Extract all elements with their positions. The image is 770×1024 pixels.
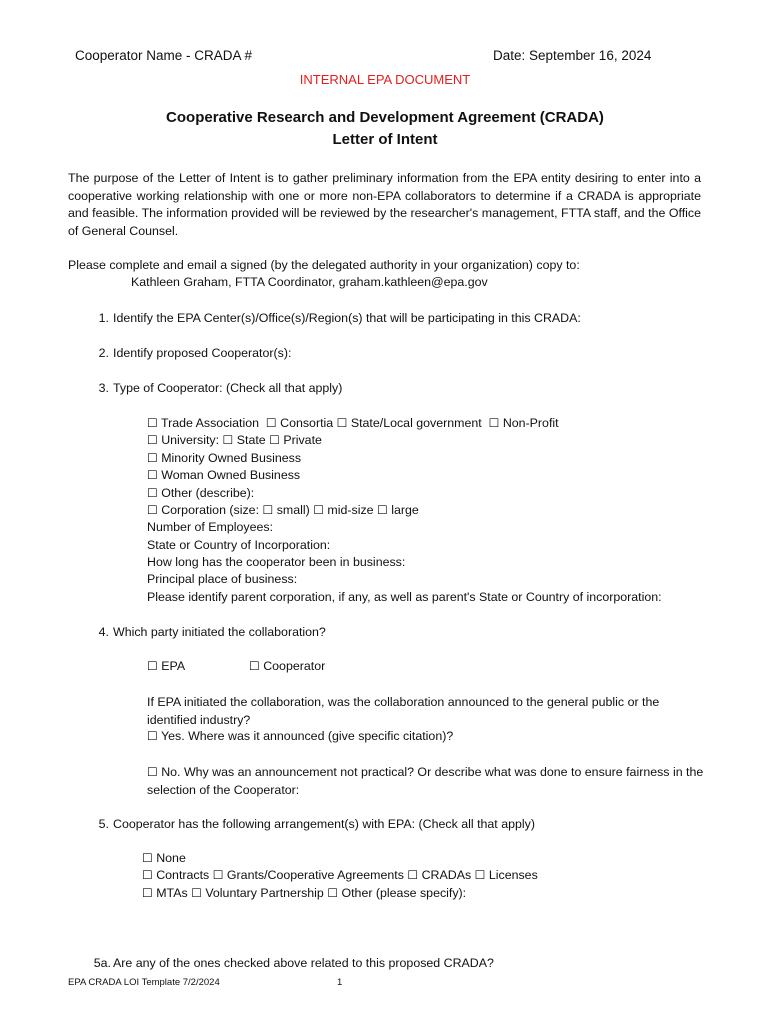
- checkbox-university[interactable]: ☐: [147, 433, 158, 447]
- option-label: mid-size: [327, 503, 374, 517]
- purpose-paragraph: The purpose of the Letter of Intent is to gather preliminary information from the EPA entity desiring to enter into a cooperative working relationship with one or more non-EPA collaborators to determine if a CRADA is appropriate and feasible. The information provided will be reviewed by the researcher's management, FTTA staff, and the Office of General Counsel.: [68, 171, 701, 238]
- option-label: Contracts: [156, 868, 210, 882]
- incorporation-label: State or Country of Incorporation:: [147, 538, 331, 552]
- checkbox-state-local-government[interactable]: ☐: [336, 416, 348, 430]
- cooperator-name-label: Cooperator Name - CRADA #: [75, 48, 253, 63]
- checkbox-cooperator[interactable]: ☐: [249, 659, 260, 673]
- option-label: Other (please specify):: [341, 886, 467, 900]
- contact-line: Kathleen Graham, FTTA Coordinator, graham.kathleen@epa.gov: [131, 275, 488, 289]
- cooperator-type-row-5: [147, 486, 254, 500]
- checkbox-minority-owned[interactable]: ☐: [147, 451, 158, 465]
- checkbox-other-arrangement[interactable]: ☐: [327, 886, 339, 900]
- cooperator-type-row-4: [147, 468, 300, 482]
- checkbox-private[interactable]: ☐: [269, 433, 280, 447]
- checkbox-woman-owned[interactable]: ☐: [147, 468, 158, 482]
- question-number: 5.: [98, 817, 109, 831]
- document-subtitle: Letter of Intent: [332, 131, 438, 148]
- question-3: [98, 381, 343, 395]
- date-label: Date: September 16, 2024: [493, 48, 652, 63]
- question-number: 1.: [98, 311, 109, 325]
- option-label: Non-Profit: [502, 416, 559, 430]
- option-label: Cooperator: [263, 659, 326, 673]
- option-label: Other (describe):: [161, 486, 255, 500]
- cooperator-type-row-3: [147, 451, 301, 465]
- arrangement-row-2: [142, 868, 538, 882]
- document-title: Cooperative Research and Development Agreement (CRADA): [166, 109, 604, 126]
- checkbox-voluntary-partnership[interactable]: ☐: [191, 886, 202, 900]
- question-2: [98, 346, 292, 360]
- question-text: Which party initiated the collaboration?: [113, 625, 326, 639]
- checkbox-corporation[interactable]: ☐: [147, 503, 158, 517]
- announcement-question: If EPA initiated the collaboration, was the collaboration announced to the general public or the identified industry?: [147, 695, 660, 727]
- principal-place-label: Principal place of business:: [147, 572, 298, 586]
- checkbox-licenses[interactable]: ☐: [474, 868, 486, 882]
- option-label: State/Local government: [350, 416, 482, 430]
- question-text: Are any of the ones checked above related to this proposed CRADA?: [113, 956, 494, 970]
- checkbox-mtas[interactable]: ☐: [142, 886, 153, 900]
- checkbox-state[interactable]: ☐: [222, 433, 234, 447]
- option-label: Voluntary Partnership: [205, 886, 324, 900]
- question-text: Type of Cooperator: (Check all that apply): [113, 381, 343, 395]
- option-label: Corporation (size:: [161, 503, 260, 517]
- checkbox-non-profit[interactable]: ☐: [488, 416, 500, 430]
- question-number: 3.: [98, 381, 109, 395]
- employees-label: Number of Employees:: [147, 520, 274, 534]
- checkbox-trade-association[interactable]: ☐: [147, 416, 158, 430]
- checkbox-other[interactable]: ☐: [147, 486, 158, 500]
- question-text: Identify the EPA Center(s)/Office(s)/Region(s) that will be participating in this CRADA:: [113, 311, 581, 325]
- option-label: MTAs: [156, 886, 188, 900]
- checkbox-small[interactable]: ☐: [262, 503, 274, 517]
- question-5: [98, 817, 535, 831]
- option-label: None: [156, 851, 186, 865]
- option-label: No. Why was an announcement not practical? Or describe what was done to ensure fairness in the selection of the Cooperator:: [147, 765, 704, 797]
- cooperator-type-row-6: [147, 503, 419, 517]
- checkbox-contracts[interactable]: ☐: [142, 868, 153, 882]
- announcement-no-option: [147, 764, 707, 799]
- business-duration-label: How long has the cooperator been in business:: [147, 555, 406, 569]
- option-label: CRADAs: [421, 868, 472, 882]
- checkbox-no[interactable]: ☐: [147, 765, 158, 779]
- checkbox-epa[interactable]: ☐: [147, 659, 158, 673]
- option-label: Private: [283, 433, 322, 447]
- parent-corporation-label: Please identify parent corporation, if any, as well as parent's State or Country of incorporation:: [147, 590, 662, 604]
- internal-document-label: INTERNAL EPA DOCUMENT: [299, 72, 471, 87]
- page-number: 1: [337, 977, 343, 988]
- checkbox-yes[interactable]: ☐: [147, 729, 158, 743]
- question-text: Cooperator has the following arrangement(s) with EPA: (Check all that apply): [113, 817, 535, 831]
- question-number: 5a.: [93, 956, 111, 970]
- option-label: Minority Owned Business: [161, 451, 302, 465]
- email-instruction: Please complete and email a signed (by the delegated authority in your organization) copy to:: [68, 258, 580, 272]
- option-label: large: [391, 503, 419, 517]
- cooperator-type-row-1: [147, 416, 559, 430]
- announcement-yes-option: [147, 729, 453, 743]
- question-number: 4.: [98, 625, 109, 639]
- option-label: Woman Owned Business: [161, 468, 301, 482]
- initiator-epa-option: [147, 659, 185, 673]
- checkbox-large[interactable]: ☐: [377, 503, 388, 517]
- option-label: Trade Association: [160, 416, 260, 430]
- option-label: small): [276, 503, 310, 517]
- footer-template-label: EPA CRADA LOI Template 7/2/2024: [68, 977, 220, 988]
- question-number: 2.: [98, 346, 109, 360]
- option-label: Licenses: [488, 868, 538, 882]
- option-label: Consortia: [280, 416, 334, 430]
- arrangement-row-1: [142, 851, 186, 865]
- checkbox-consortia[interactable]: ☐: [265, 416, 277, 430]
- checkbox-none[interactable]: ☐: [142, 851, 153, 865]
- option-label: Grants/Cooperative Agreements: [226, 868, 404, 882]
- cooperator-type-row-2: [147, 433, 322, 447]
- option-label: EPA: [161, 659, 186, 673]
- question-text: Identify proposed Cooperator(s):: [113, 346, 292, 360]
- checkbox-cradas[interactable]: ☐: [407, 868, 419, 882]
- checkbox-grants[interactable]: ☐: [212, 868, 224, 882]
- checkbox-mid-size[interactable]: ☐: [313, 503, 324, 517]
- initiator-cooperator-option: [249, 659, 325, 673]
- option-label: University:: [161, 433, 220, 447]
- question-4: [98, 625, 326, 639]
- question-5a: [93, 956, 494, 970]
- option-label: State: [236, 433, 266, 447]
- arrangement-row-3: [142, 886, 466, 900]
- question-1: [98, 311, 581, 325]
- option-label: Yes. Where was it announced (give specific citation)?: [160, 729, 454, 743]
